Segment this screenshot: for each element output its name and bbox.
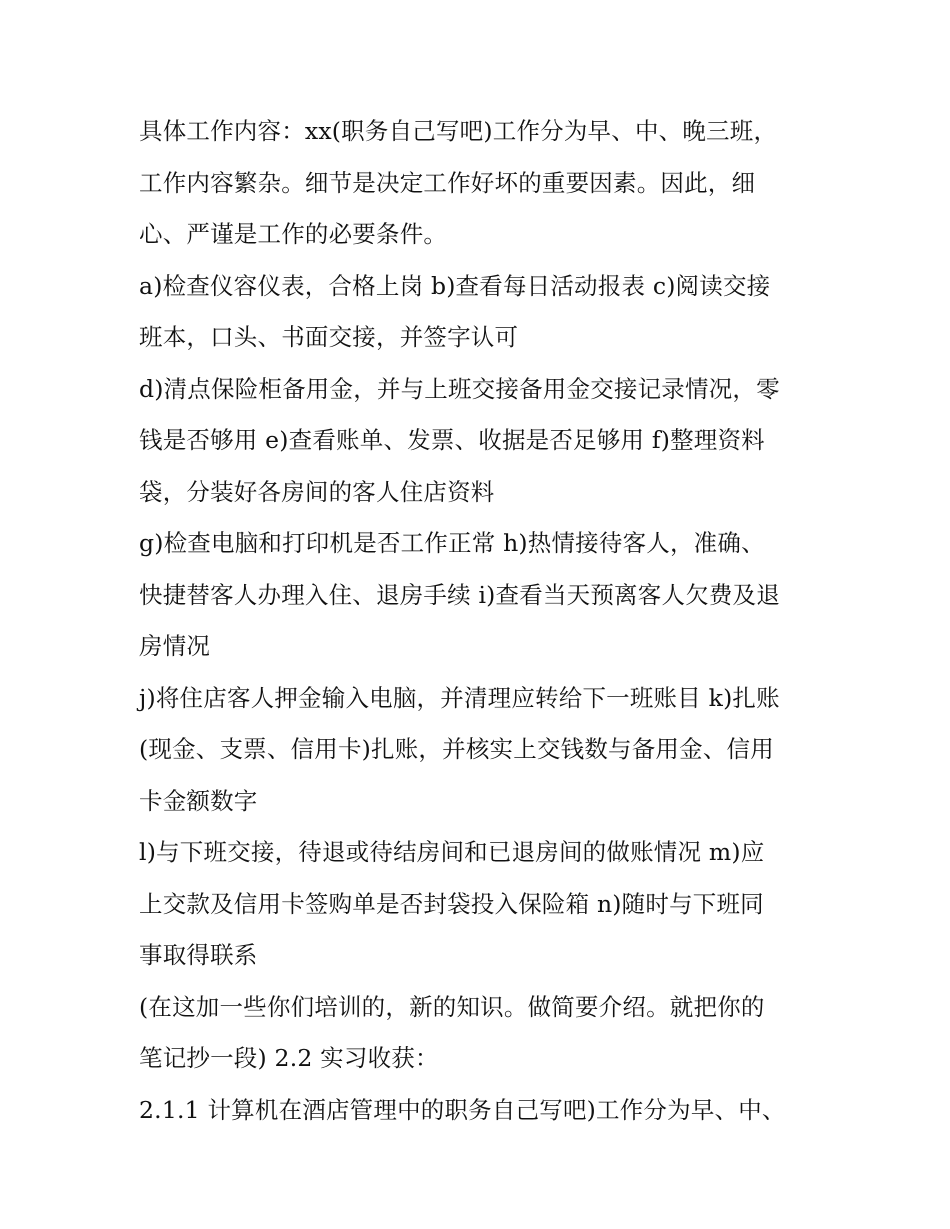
text-line: 事取得联系 [139,941,258,969]
text-line: j)将住店客人押金输入电脑，并清理应转给下一班账目 k)扎账 [139,683,780,712]
text-line: d)清点保险柜备用金，并与上班交接备用金交接记录情况，零 [139,374,780,403]
text-line: (在这加一些你们培训的，新的知识。做简要介绍。就把你的 [139,992,765,1021]
text-line: 卡金额数字 [139,786,258,815]
document-body [139,109,819,1139]
text-line: l)与下班交接，待退或待结房间和已退房间的做账情况 m)应 [139,838,765,866]
text-line: 具体工作内容：xx(职务自己写吧)工作分为早、中、晚三班， [139,117,778,145]
text-line: (现金、支票、信用卡)扎账，并核实上交钱数与备用金、信用 [139,735,774,763]
text-line: 钱是否够用 e)查看账单、发票、收据是否足够用 f)整理资料 [139,426,765,454]
text-line: 班本，口头、书面交接，并签字认可 [139,323,519,351]
text-line: 2.1.1 计算机在酒店管理中的职务自己写吧)工作分为早、中、 [139,1095,786,1124]
text-line: 袋，分装好各房间的客人住店资料 [139,477,495,506]
text-line: 上交款及信用卡签购单是否封袋投入保险箱 n)随时与下班同 [139,889,764,918]
text-line: 房情况 [139,632,211,660]
text-line: 工作内容繁杂。细节是决定工作好坏的重要因素。因此，细 [139,168,756,197]
text-line: a)检查仪容仪表，合格上岗 b)查看每日活动报表 c)阅读交接 [139,271,771,300]
text-line: 快捷替客人办理入住、退房手续 i)查看当天预离客人欠费及退 [139,580,780,609]
text-line: 心、严谨是工作的必要条件。 [139,220,448,248]
text-line: 笔记抄一段) 2.2 实习收获： [139,1044,439,1072]
text-line: g)检查电脑和打印机是否工作正常 h)热情接待客人，准确、 [139,529,765,557]
